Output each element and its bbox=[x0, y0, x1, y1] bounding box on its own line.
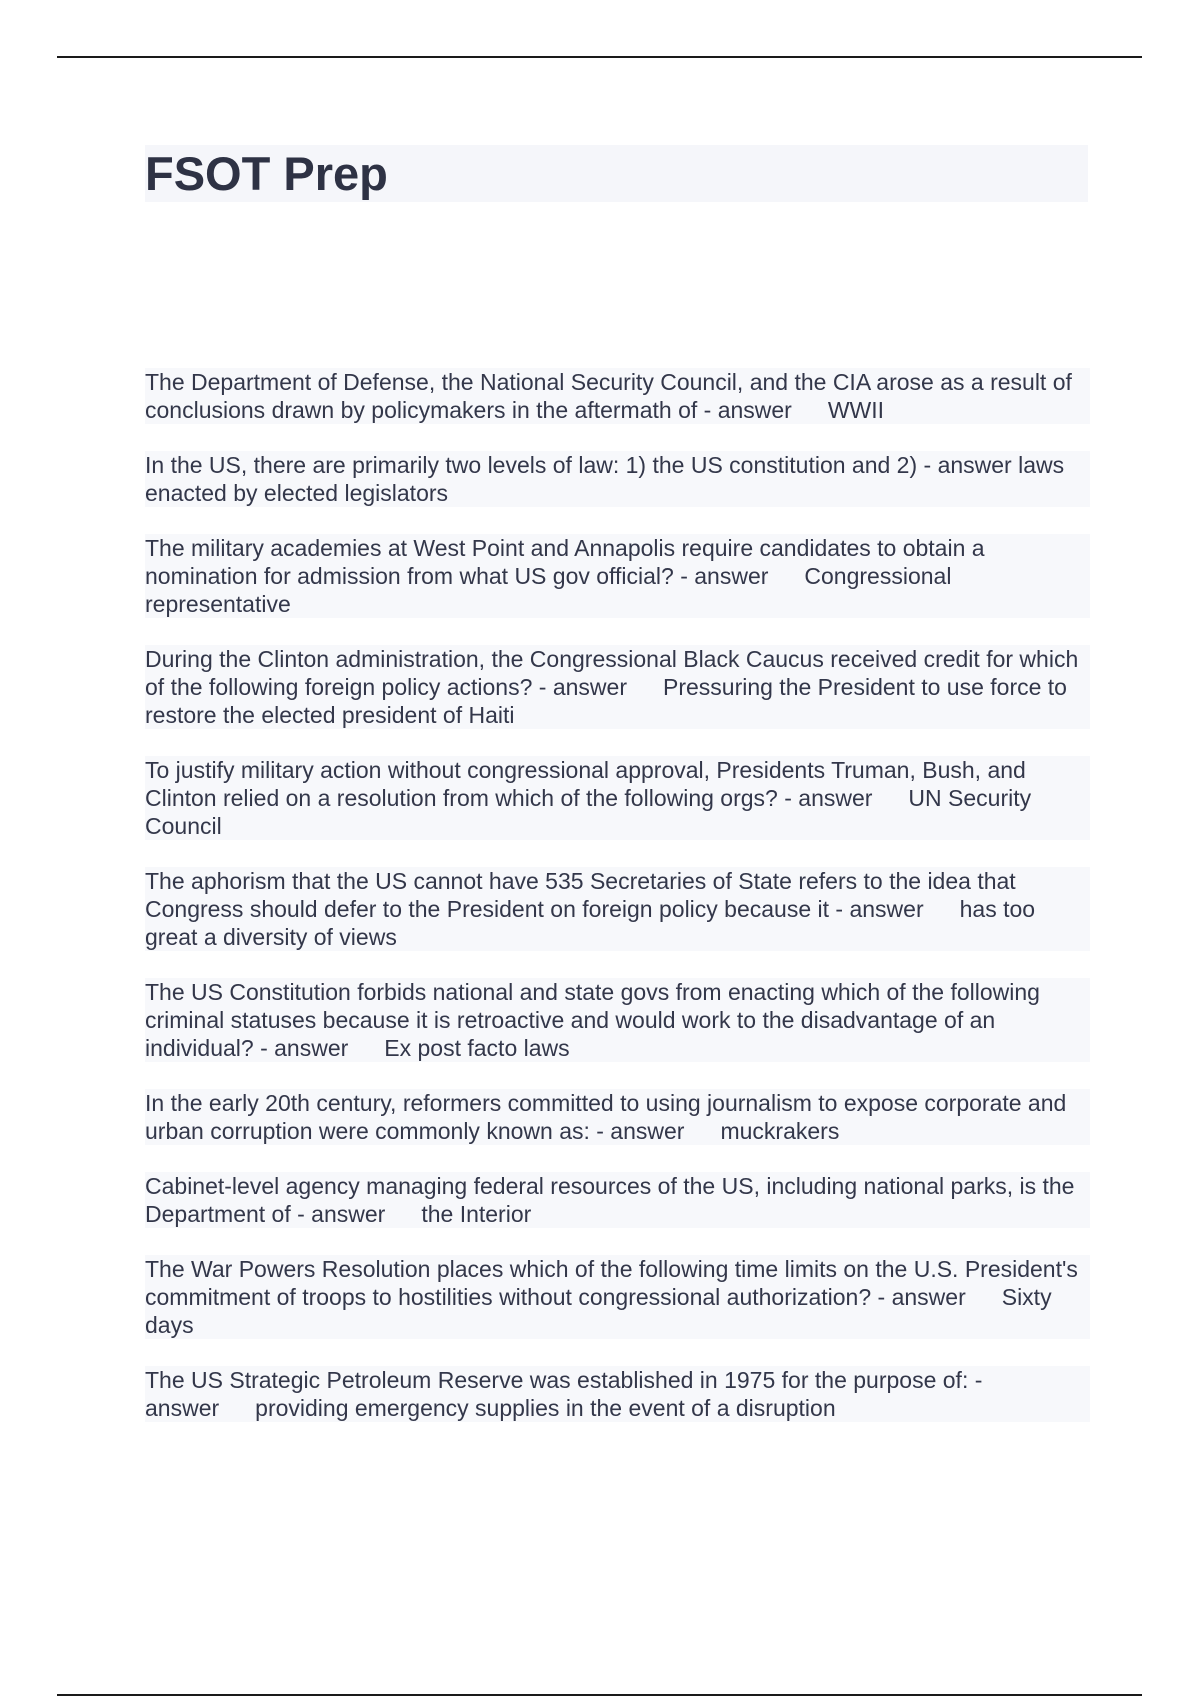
question-text: The Department of Defense, the National Security Council, and the CIA arose as a result of conclusions drawn by policymakers in the aftermath of - answer bbox=[145, 369, 1072, 423]
question-text: In the US, there are primarily two levels of law: 1) the US constitution and 2) - answer bbox=[145, 452, 1012, 478]
qa-item bbox=[145, 1255, 1090, 1339]
answer-text: UN Security Council bbox=[145, 785, 1032, 839]
qa-item bbox=[145, 1089, 1090, 1145]
bottom-divider bbox=[57, 1694, 1142, 1696]
answer-text: Congressional representative bbox=[145, 563, 952, 617]
answer-text: muckrakers bbox=[720, 1118, 840, 1144]
question-text: The US Constitution forbids national and state govs from enacting which of the following criminal statuses because it is retroactive and would work to the disadvantage of an individual? - answer bbox=[145, 979, 1040, 1061]
answer-text: Sixty days bbox=[145, 1284, 1052, 1338]
answer-text: WWII bbox=[827, 397, 885, 423]
qa-item bbox=[145, 1366, 1090, 1422]
question-text: In the early 20th century, reformers committed to using journalism to expose corporate and urban corruption were commonly known as: - answer bbox=[145, 1090, 1067, 1144]
qa-item bbox=[145, 534, 1090, 618]
qa-item bbox=[145, 756, 1090, 840]
question-text: The military academies at West Point and Annapolis require candidates to obtain a nomination for admission from what US gov official? - answer bbox=[145, 535, 985, 589]
qa-item bbox=[145, 368, 1090, 424]
qa-list bbox=[145, 368, 1090, 1449]
page-title: FSOT Prep bbox=[145, 147, 388, 200]
qa-item bbox=[145, 645, 1090, 729]
question-text: Cabinet-level agency managing federal resources of the US, including national parks, is the Department of - answer bbox=[145, 1173, 1075, 1227]
answer-text: Pressuring the President to use force to restore the elected president of Haiti bbox=[145, 674, 1067, 728]
answer-text: has too great a diversity of views bbox=[145, 896, 1036, 950]
question-text: During the Clinton administration, the Congressional Black Caucus received credit for which of the following foreign policy actions? - answer bbox=[145, 646, 1079, 700]
answer-text: providing emergency supplies in the event of a disruption bbox=[255, 1395, 836, 1421]
answer-text: the Interior bbox=[421, 1201, 532, 1227]
qa-item bbox=[145, 867, 1090, 951]
top-divider bbox=[57, 56, 1142, 58]
qa-item bbox=[145, 978, 1090, 1062]
question-text: The aphorism that the US cannot have 535 Secretaries of State refers to the idea that Congress should defer to the President on foreign policy because it - answer bbox=[145, 868, 1016, 922]
question-text: The War Powers Resolution places which of the following time limits on the U.S. President's commitment of troops to hostilities without congressional authorization? - answer bbox=[145, 1256, 1078, 1310]
qa-item bbox=[145, 1172, 1090, 1228]
qa-item bbox=[145, 451, 1090, 507]
question-text: The US Strategic Petroleum Reserve was established in 1975 for the purpose of: - answer bbox=[145, 1367, 983, 1421]
answer-text: laws enacted by elected legislators bbox=[145, 452, 1065, 506]
answer-text: Ex post facto laws bbox=[384, 1035, 570, 1061]
question-text: To justify military action without congressional approval, Presidents Truman, Bush, and Clinton relied on a resolution from which of the following orgs? - answer bbox=[145, 757, 1026, 811]
